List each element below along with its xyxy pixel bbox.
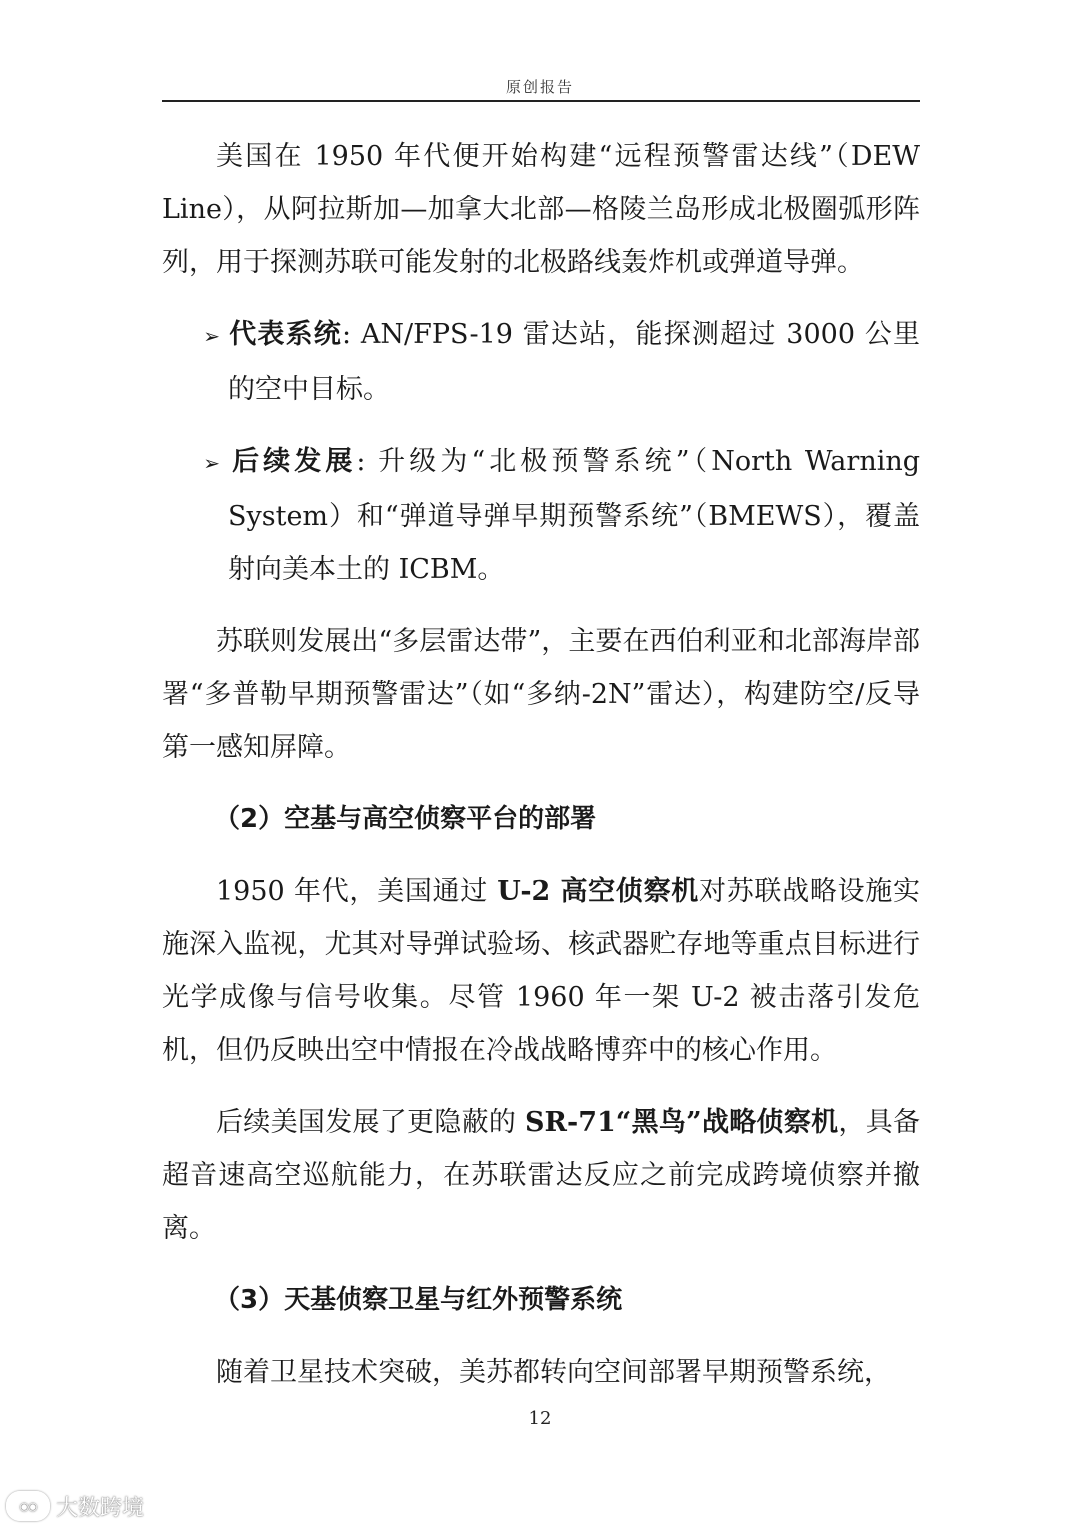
bullet-follow-up-development [162,435,920,596]
watermark-text: 大数跨境 [56,1495,145,1521]
watermark [6,1490,144,1522]
bold-term: SR-71“黑鸟”战略侦察机 [525,1107,839,1138]
paragraph-satellite: 随着卫星技术突破，美苏都转向空间部署早期预警系统， [216,1357,891,1388]
paragraph-u2 [162,865,920,1077]
bold-term: U-2 高空侦察机 [497,876,700,907]
paragraph-dew-line: 美国在 1950 年代便开始构建“远程预警雷达线”（DEW Line），从阿拉斯加—加拿大北部—格陵兰岛形成北极圈弧形阵列，用于探测苏联可能发射的北极路线轰炸机或弹道导弹。 [162,141,920,278]
wechat-logo-icon: ◉◉ [6,1491,50,1521]
bullet-text: : AN/FPS-19 雷达站，能探测超过 3000 公里的空中目标。 [228,319,920,405]
section-heading-3: （3）天基侦察卫星与红外预警系统 [214,1285,623,1315]
paragraph-soviet-radar: 苏联则发展出“多层雷达带”，主要在西伯利亚和北部海岸部署“多普勒早期预警雷达”（如“多纳-2N”雷达），构建防空/反导第一感知屏障。 [162,626,920,763]
bullet-text: : 升级为“北极预警系统”（North Warning System）和“弹道导弹早期预警系统”（BMEWS），覆盖射向美本土的 ICBM。 [228,446,921,585]
header-divider [162,100,920,102]
section-heading-2: （2）空基与高空侦察平台的部署 [214,804,597,834]
text-run: 对苏联战略设施实施深入监视，尤其对导弹试验场、核武器贮存地等重点目标进行光学成像与信号收集。尽管 1960 年一架 U-2 被击落引发危机，但仍反映出空中情报在冷战战略博弈中的核心作用。 [162,876,920,1066]
text-run: 1950 年代，美国通过 [216,876,498,907]
text-run: ，具备超音速高空巡航能力，在苏联雷达反应之前完成跨境侦察并撤离。 [162,1107,920,1244]
arrow-bullet-icon: ➢ [203,451,220,475]
bullet-representative-system [162,308,920,416]
bullet-label: 后续发展 [228,446,357,477]
page-header-title: 原创报告 [505,78,574,96]
bullet-label: 代表系统 [228,319,342,350]
document-body [162,130,920,1418]
text-run: 后续美国发展了更隐蔽的 [216,1107,526,1138]
arrow-bullet-icon: ➢ [203,324,220,348]
page-number: 12 [528,1408,552,1429]
paragraph-sr71 [162,1096,920,1255]
